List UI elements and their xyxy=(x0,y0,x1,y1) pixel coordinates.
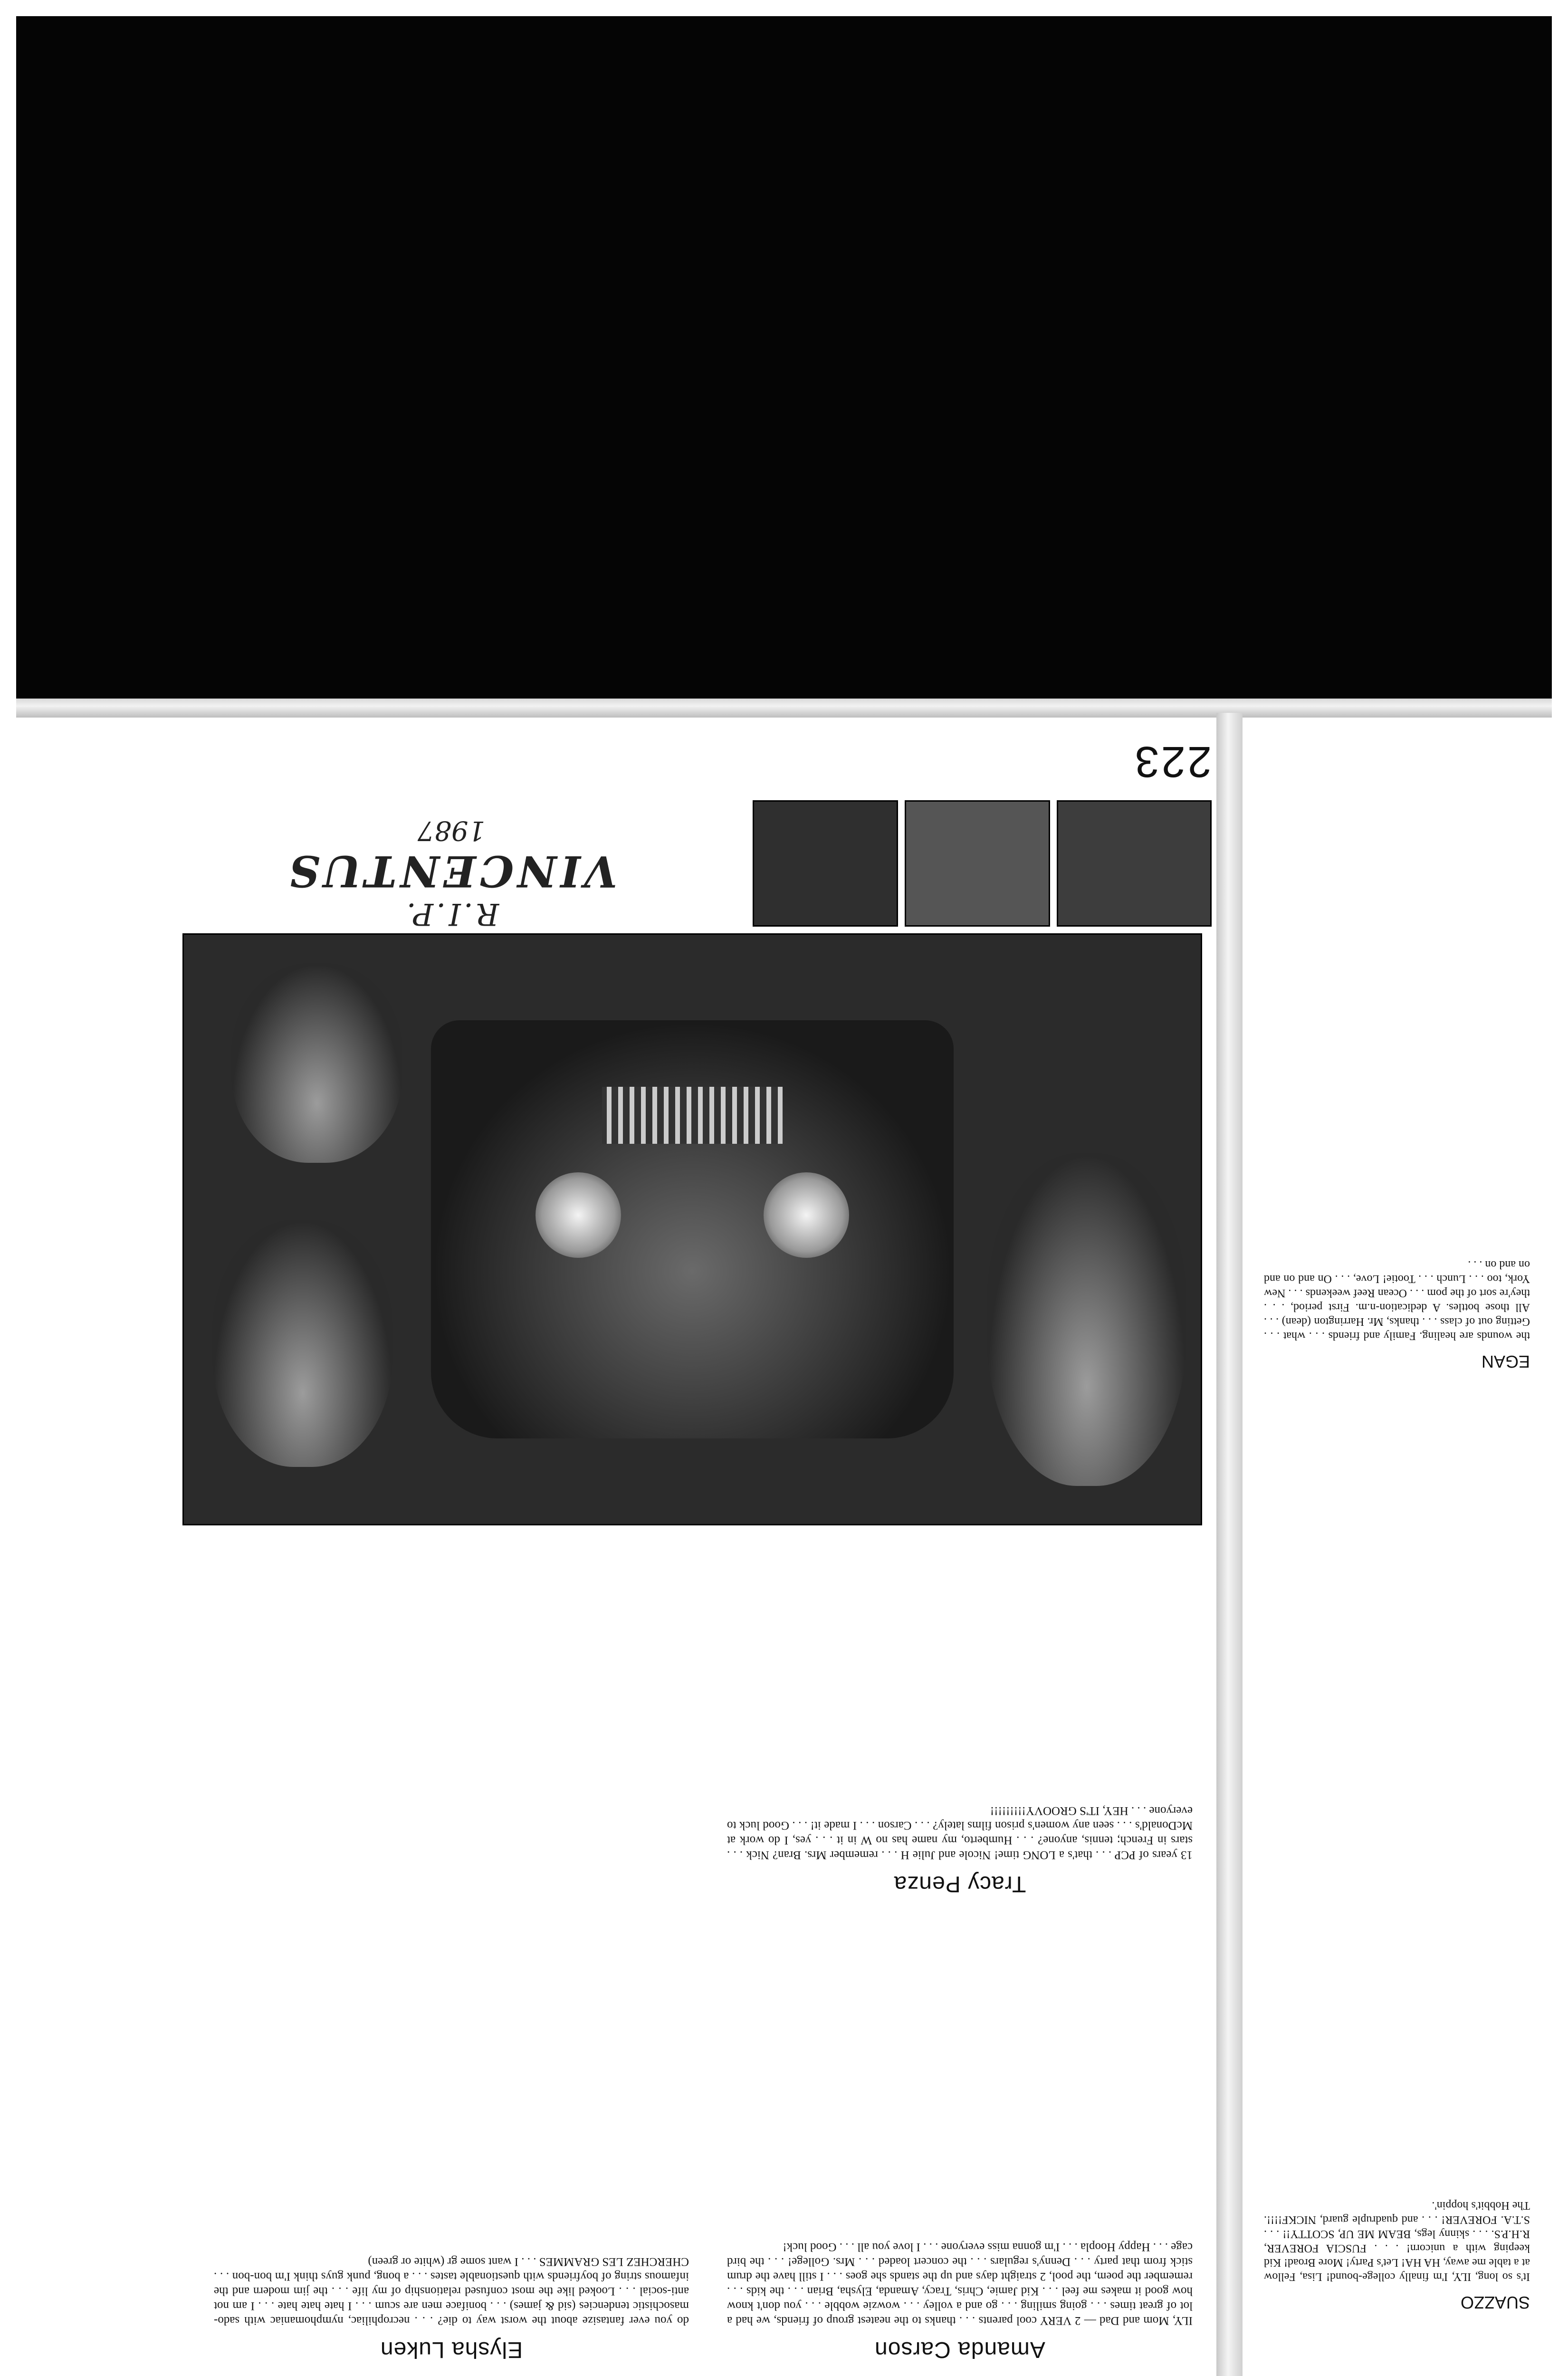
facing-heading-2: EGAN xyxy=(1481,1352,1530,1371)
inset-photo xyxy=(905,800,1050,927)
car-headlight-icon xyxy=(535,1172,621,1258)
facing-section-1 xyxy=(1264,2187,1530,2312)
heading-elysha: Elysha Luken xyxy=(380,2337,523,2362)
photo-car xyxy=(431,1020,954,1438)
facing-text-1: It's so long, ILY, I'm finally college-bound! Lisa, Fellow at a table me away, HA HA! Let's Party! More Broad! Kid keeping with a unicorn! . . . FUSCIA FOREVER, R.H.P.S. . . . skinny legs, BEAM ME UP, SCOTTY!! . . . S.T.A. FOREVER! . . . and quadruple guard, NICKF!!!!. The Hobbit's hoppin'. xyxy=(1264,2199,1530,2283)
facing-page xyxy=(1264,836,1530,2312)
signature-line: 1987 xyxy=(417,815,486,846)
text-elysha: do you ever fantasize about the worst way to die? . . . necrophiliac, nymphomaniac with sado-masochistic tendencies (sid & james) . . . boniface men are scum . . . I hate hate hate . . . I am not anti-social . . . Looked like the most confused relationship of my life . . . the jim modern and the infamous string of boyfriends with questionable tastes . . . a bong, punk guys think I'm bon-bon . . . CHERCHEZ LES GRAMMES . . . I want some gr (white or green) xyxy=(214,2255,689,2327)
main-photo xyxy=(182,933,1202,1525)
facing-heading-1: SUAZZO xyxy=(1460,2293,1530,2312)
heading-tracy: Tracy Penza xyxy=(893,1871,1026,1897)
page-top-edge xyxy=(16,699,1552,718)
handwritten-signature xyxy=(214,798,689,931)
signature-line: VINCENTUS xyxy=(285,846,618,896)
photo-person xyxy=(231,963,402,1163)
photo-person xyxy=(212,1220,393,1467)
photo-person xyxy=(987,1153,1186,1486)
text-amanda: ILY, Mom and Dad — 2 VERY cool parents . . . thanks to the neatest group of friends, we had a lot of great times . . . going smiling . . . go and a volley . . . wowzie wobble . . . you don't know how good it makes me feel . . . Kid Jamie, Chris, Tracy, Amanda, Elysha, Brian . . . the kids . . . remember the poem, the pool, 2 straight days and up the stands she goes . . . I still have the drum stick from that party . . . Denny's regulars . . . the concert loaded . . . Mrs. Gollege! . . . the bird cage . . . Happy Hoopla . . . I'm gonna miss everyone . . . I love you all . . . Good luck! xyxy=(727,2241,1193,2327)
yearbook-page xyxy=(100,738,1221,2376)
column-elysha xyxy=(214,2254,689,2362)
page-number: 223 xyxy=(1133,738,1212,786)
text-tracy: 13 years of PCP . . . that's a LONG time! Nicole and Julie H . . . remember Mrs. Bran? Nick . . . stars in French; tennis, anyone? . . . Humberto, my name has no W in it . . . yes, I do work at McDonald's . . . seen any women's prison films lately? . . . Carson . . . I made it! . . . Good luck to everyone . . . HEY, IT'S GROOVY!!!!!!!!! xyxy=(727,1804,1193,1861)
signature-line: R.I.P. xyxy=(403,896,499,931)
column-tracy xyxy=(727,1803,1193,1897)
inset-photo xyxy=(753,800,898,927)
column-amanda xyxy=(727,2240,1193,2362)
facing-section-2 xyxy=(1264,1246,1530,1369)
car-grille xyxy=(602,1087,783,1144)
heading-amanda: Amanda Carson xyxy=(874,2337,1045,2362)
car-headlight-icon xyxy=(764,1172,849,1258)
scanner-black-band xyxy=(16,16,1552,699)
facing-text-2: the wounds are healing. Family and friends . . . what . . . Getting out of class . . . thanks, Mr. Harrington (dean) . . . All those bottles. A dedication-n.m. First period, . . . they're sort of the pom . . . Ocean Reef weekends . . . New York, too . . . Lunch . . . Tootie! Love, . . . On and on and on and on . . . xyxy=(1264,1258,1530,1342)
inset-photo xyxy=(1057,800,1212,927)
